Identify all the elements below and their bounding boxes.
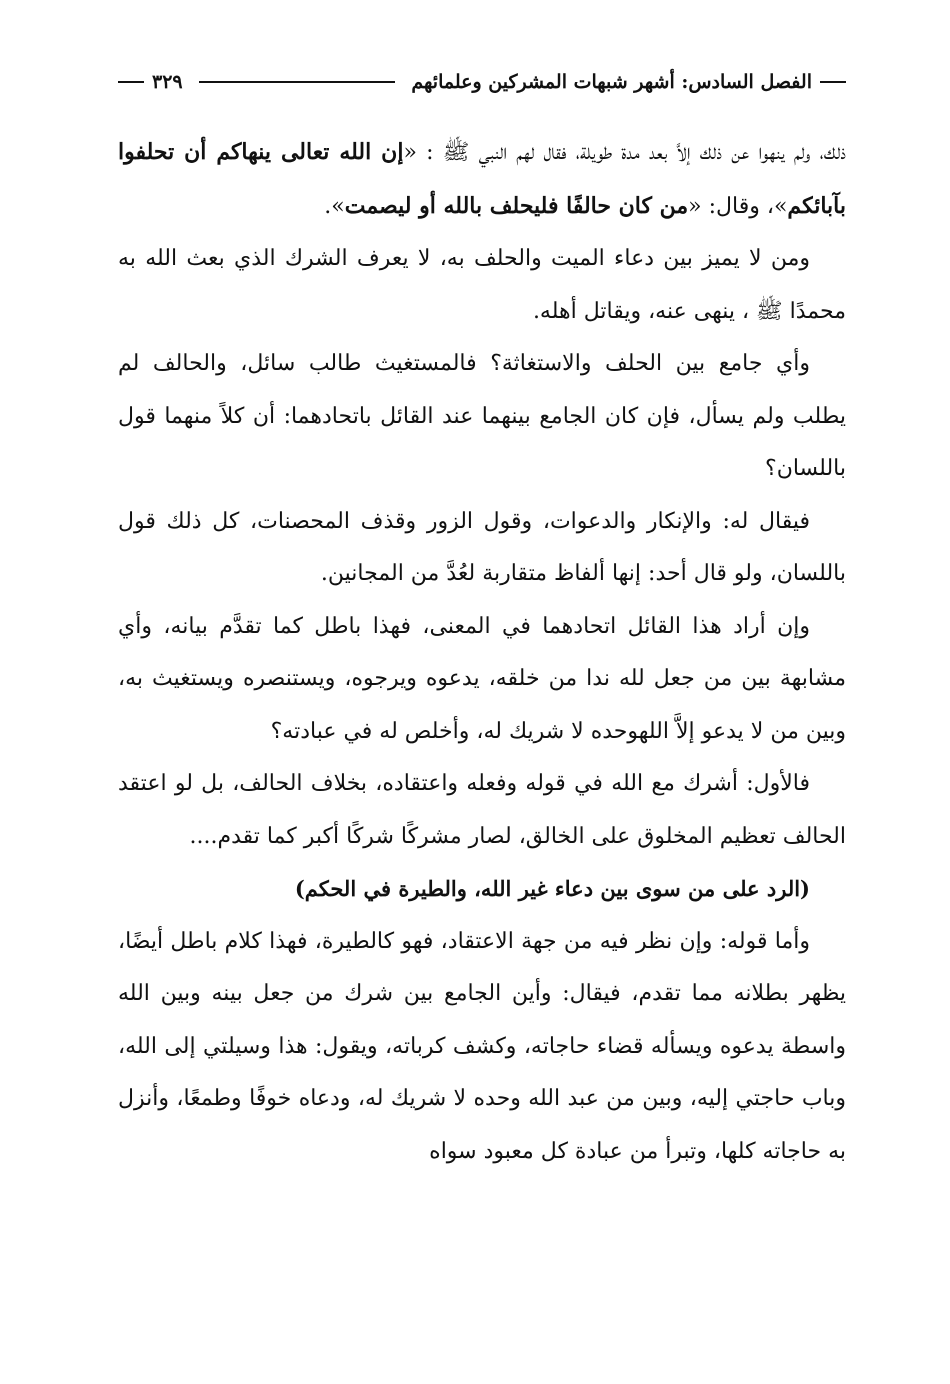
hadith-quote-1: إن الله تعالى ينهاكم أن تحلفوا بآبائكم xyxy=(118,139,846,219)
paragraph-4: فيقال له: والإنكار والدعوات، وقول الزور وقذف المحصنات، كل ذلك قول باللسان، ولو قال أحد: إنها ألفاظ متقاربة لعُدَّ من المجانين. xyxy=(118,508,846,586)
body-text xyxy=(118,126,846,1178)
paragraph-7: وأما قوله: وإن نظر فيه من جهة الاعتقاد، فهو كالطيرة، فهذا كلام باطل أيضًا، يظهر بطلانه مما تقدم، فيقال: وأين الجامع بين شرك من جعل بينه وبين الله واسطة يدعوه ويسأله قضاء حاجاته، وكشف كرباته، ويقول: هذا وسيلتي إلى الله، وباب حاجتي إليه، وبين من عبد الله وحده لا شريك له، ودعاه خوفًا وطمعًا، وأنزل به حاجاته كلها، وتبرأ من عبادة كل معبود سواه xyxy=(118,928,847,1164)
page-number: ٣٢٩ xyxy=(152,71,183,93)
p1-text-a: ذلك، ولم ينهوا عن ذلك إلاَّ بعد مدة طويلة، فقال لهم النبي ﷺ : « xyxy=(403,140,847,165)
section-heading: (الرد على من سوى بين دعاء غير الله، والطيرة في الحكم) xyxy=(294,876,810,901)
paragraph-1 xyxy=(118,126,846,233)
header-rule xyxy=(199,81,396,83)
paragraph-2: ومن لا يميز بين دعاء الميت والحلف به، لا يعرف الشرك الذي بعث الله به محمدًا ﷺ ، ينهى عنه، ويقاتل أهله. xyxy=(118,246,846,324)
paragraph-3: وأي جامع بين الحلف والاستغاثة؟ فالمستغيث طالب سائل، والحالف لم يطلب ولم يسأل، فإن كان الجامع بينهما عند القائل باتحادهما: أن كلاً منهما قول باللسان؟ xyxy=(118,351,846,481)
header-dash-left xyxy=(118,81,144,83)
running-header xyxy=(118,62,846,102)
p1-text-e: ». xyxy=(324,193,345,219)
p1-text-c: »، وقال: « xyxy=(688,193,788,219)
header-dash-right xyxy=(820,81,846,83)
chapter-title: الفصل السادس: أشهر شبهات المشركين وعلمائهم xyxy=(411,71,812,93)
hadith-quote-2: من كان حالفًا فليحلف بالله أو ليصمت xyxy=(344,192,689,219)
paragraph-5: وإن أراد هذا القائل اتحادهما في المعنى، فهذا باطل كما تقدَّم بيانه، وأي مشابهة بين من جعل لله ندا من خلقه، يدعوه ويرجوه، ويستنصره ويستغيث به، وبين من لا يدعو إلاَّ اللهوحده لا شريك له، وأخلص له في عبادته؟ xyxy=(118,613,846,744)
paragraph-6: فالأول: أشرك مع الله في قوله وفعله واعتقاده، بخلاف الحالف، بل لو اعتقد الحالف تعظيم المخلوق على الخالق، لصار مشركًا شركًا أكبر كما تقدم.... xyxy=(118,771,846,849)
